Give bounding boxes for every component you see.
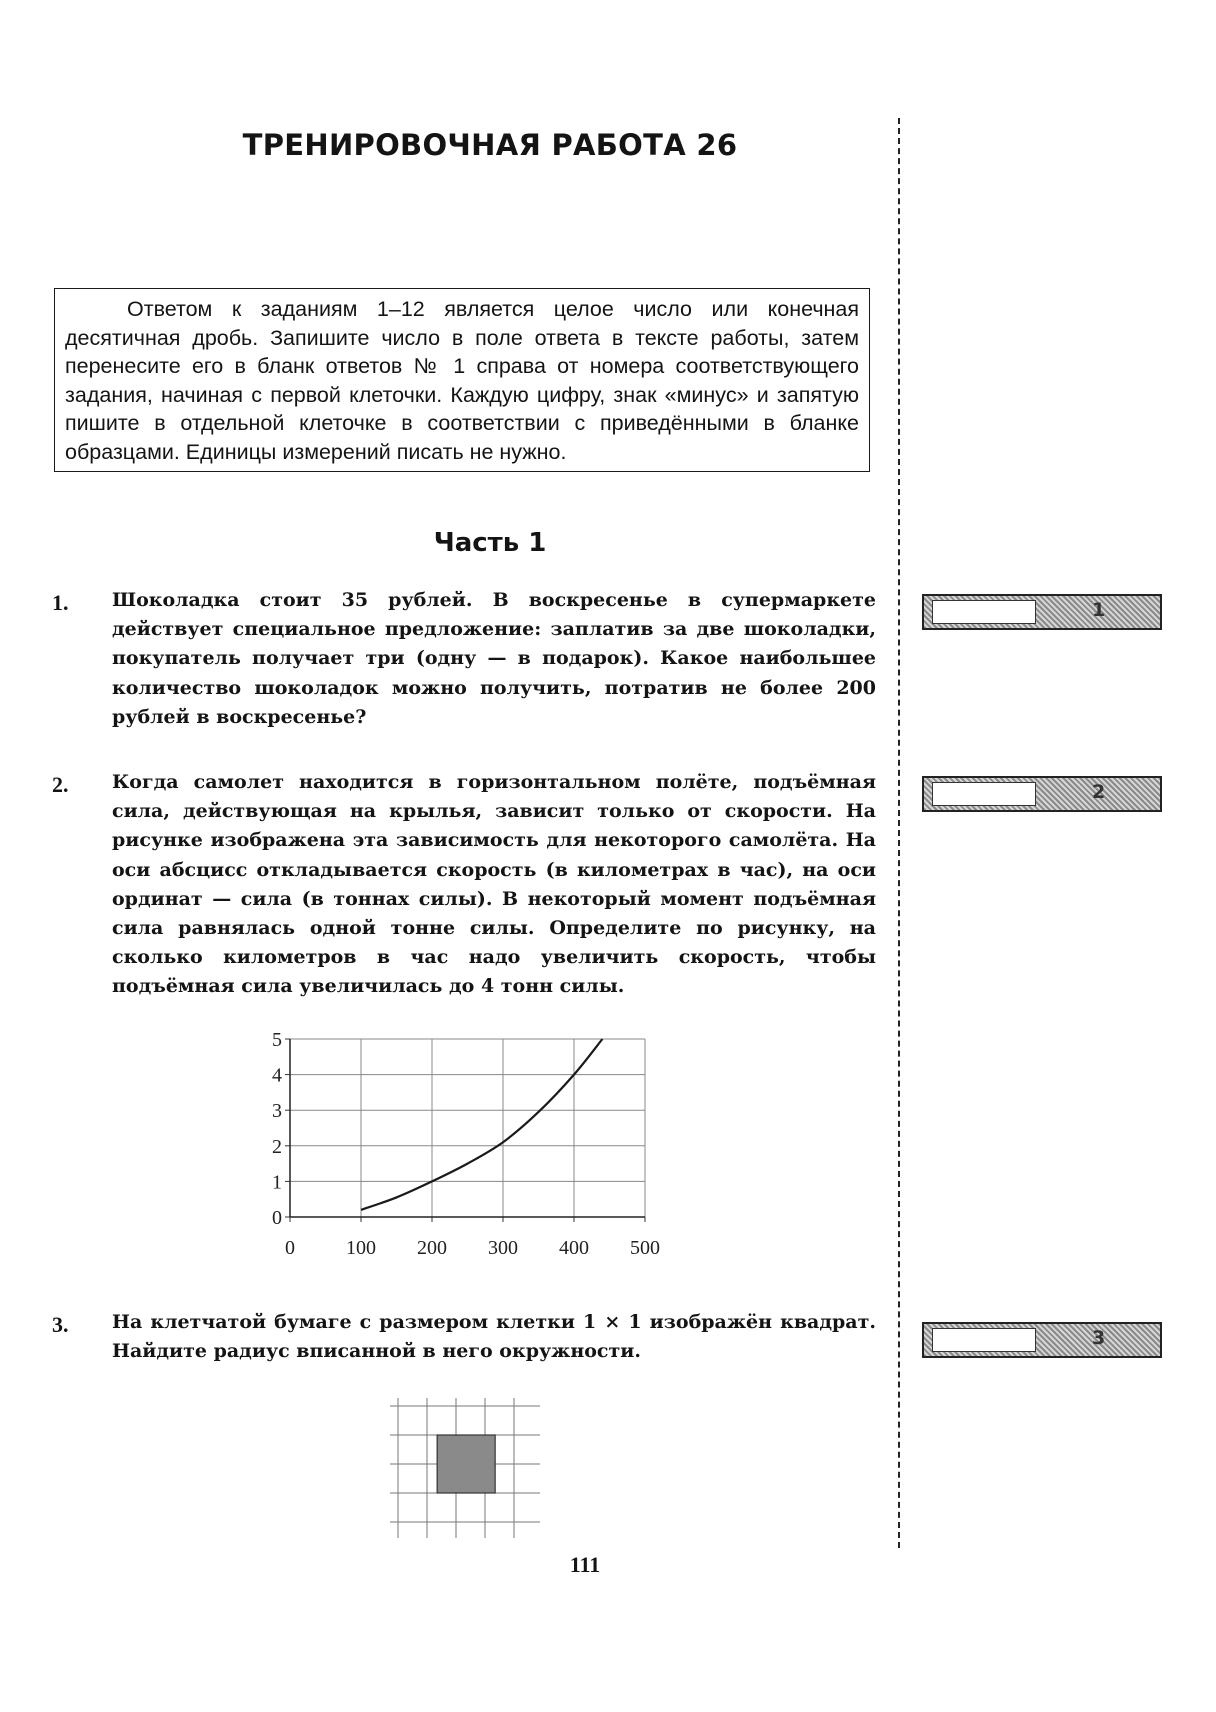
task-2-answer-field[interactable] [932,782,1036,806]
x-tick-label: 200 [417,1237,447,1259]
task-1-answer-label: 1 [1092,599,1106,621]
task-2-answer-label: 2 [1092,781,1106,803]
task-1-answer-box [922,594,1162,630]
x-tick-label: 300 [488,1237,518,1259]
task-2-number: 2. [52,772,69,797]
task-1-number: 1. [52,590,69,615]
y-tick-label: 5 [272,1029,282,1051]
series-line-lift [361,1039,602,1210]
instructions-text: Ответом к заданиям 1–12 является целое число или конечная десятичная дробь. Запишите число в поле ответа в тексте работы, затем перенесите его в бланк ответов № 1 справа от номера соответствующего задания, начиная с первой клеточки. Каждую цифру, знак «минус» и запятую пишите в отдельной клеточке в соответствии с приведёнными в бланке образцами. Единицы измерений писать не нужно. [65,297,859,464]
chart-ticks [272,1029,660,1259]
task-2-text: Когда самолет находится в горизонтальном полёте, подъёмная сила, действующая на крылья, зависит только от скорости. На рисунке изображена эта зависимость для некоторого самолёта. На оси абсцисс откладывается скорость (в километрах в час), на оси ординат — сила (в тоннах силы). В некоторый момент подъёмная сила равнялась одной тонне силы. Определите по рисунку, на сколько километров в час надо увеличить скорость, чтобы подъёмная сила увеличилась до 4 тонн силы. [112,771,876,998]
chart-grid [290,1039,645,1217]
page-number: 111 [569,1552,601,1577]
instructions-box [54,288,870,472]
y-tick-label: 3 [272,1100,282,1123]
x-tick-label: 0 [285,1237,295,1259]
x-tick-label: 400 [559,1237,589,1259]
grid-square [437,1435,495,1493]
chart-series [361,1039,602,1210]
task-1-text: Шоколадка стоит 35 рублей. В воскресенье в супермаркете действует специальное предложение: заплатив за две шоколадки, покупатель получает три (одну — в подарок). Какое наибольшее количество шоколадок можно получить, потратив не более 200 рублей в воскресенье? [112,589,876,728]
lift-chart [240,1025,680,1275]
x-tick-label: 100 [346,1237,376,1259]
task-3-answer-label: 3 [1092,1327,1106,1349]
y-tick-label: 0 [272,1207,282,1229]
chart-axes [285,1039,645,1222]
x-tick-label: 500 [630,1237,660,1259]
task-3-text: На клетчатой бумаге с размером клетки 1 × 1 изображён квадрат. Найдите радиус вписанной в него окружности. [112,1311,876,1363]
page-title: ТРЕНИРОВОЧНАЯ РАБОТА 26 [242,128,738,162]
grid-figure [390,1398,540,1538]
task-3-answer-field[interactable] [932,1328,1036,1352]
task-1-answer-field[interactable] [932,600,1036,624]
part-title: Часть 1 [433,528,547,558]
y-tick-label: 2 [272,1135,282,1158]
cut-line [898,118,900,1548]
task-2-answer-box [922,776,1162,812]
task-3-number: 3. [52,1312,69,1337]
y-tick-label: 4 [272,1064,282,1087]
y-tick-label: 1 [272,1171,282,1194]
task-3-answer-box [922,1322,1162,1358]
